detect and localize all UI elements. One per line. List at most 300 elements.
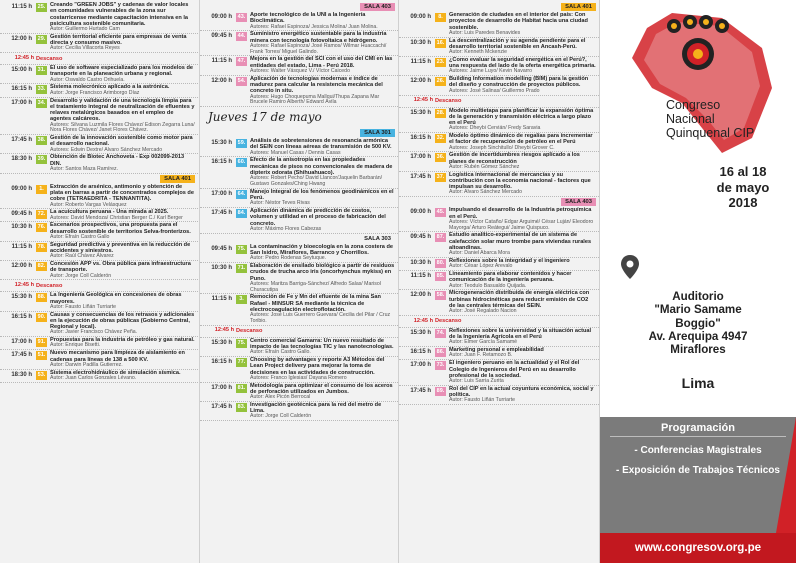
- entry-body: [250, 56, 395, 74]
- entry-number-badge: 82.: [37, 263, 46, 269]
- entry-body: [449, 328, 596, 346]
- entry-time: 12:00 h: [410, 292, 431, 299]
- schedule-entry: [0, 2, 198, 34]
- entry-title: Concesión APP vs. Obra pública para infraestructura de transporte.: [50, 261, 191, 274]
- entry-author: Autor: Fausto Liñán Turriarte: [50, 303, 117, 310]
- room-header: [399, 197, 599, 207]
- entry-number-badge: 28.: [436, 109, 445, 116]
- entry-time: 11:15 h: [11, 4, 32, 10]
- entry-number-badge: 90.: [37, 313, 46, 320]
- entry-body: [449, 108, 596, 133]
- entry-time: 17:45 h: [11, 352, 32, 359]
- entry-number-badge: 32.: [436, 135, 445, 142]
- dates-line: de mayo: [716, 179, 770, 195]
- entry-author: Autor: Oswaldo Castro Orihuela.: [50, 76, 125, 83]
- entry-time: 16:15 h: [11, 86, 32, 93]
- entry-title: Metodología para optimizar el consumo de los aceros de perforación utilizados en Jumbos.: [250, 382, 393, 395]
- entry-time: 09:00 h: [211, 14, 232, 20]
- entry-body: [449, 360, 596, 385]
- schedule-entry: [399, 108, 599, 134]
- entry-author: Autor: Cecilia Villacorta Reyes: [50, 45, 120, 52]
- entry-number-badge: 86.: [436, 349, 445, 356]
- entry-body: [449, 258, 596, 270]
- entry-number-badge: 29.: [37, 35, 46, 42]
- entry-time: 17:45 h: [211, 210, 232, 217]
- schedule-entry: [200, 12, 398, 31]
- entry-number-badge: 75.: [237, 245, 246, 252]
- break-time: 12:45 h: [14, 282, 34, 289]
- entry-body: [250, 76, 395, 106]
- schedule-entry: [399, 38, 599, 57]
- entry-time: 11:15 h: [11, 243, 32, 250]
- entry-body: [250, 157, 395, 187]
- entry-number-badge: 80.: [436, 259, 445, 266]
- schedule-entry: [0, 312, 198, 338]
- programacion-item: - Conferencias Magistrales: [634, 445, 762, 456]
- entry-number-badge: 77.: [237, 359, 246, 366]
- schedule-list-2-top: [200, 0, 398, 107]
- entry-number-badge: 87.: [436, 234, 445, 241]
- entry-title: Centro comercial Gamarra: Un nuevo resultado de impacto de las tecnologías TIC y las nanotecnologías.: [250, 337, 394, 350]
- entry-author: Autor: Juan F. Retamozo B.: [449, 352, 513, 359]
- entry-body: [50, 337, 195, 349]
- entry-number-badge: 76.: [37, 224, 46, 231]
- entry-author: Autores: Rafael Espinoza/ Jessica Molina/ Juan Molina.: [250, 23, 378, 30]
- entry-title: Reflexiones sobre la integridad y el ingeniero: [449, 257, 570, 264]
- entry-title: Escenarios prospectivos, una propuesta para el desarrollo sostenible de territorios Selva-fronterizos.: [50, 222, 191, 235]
- break-label: Descanso: [435, 98, 462, 104]
- entry-author: Autor: Efraín Castro Gallo: [50, 233, 110, 240]
- entry-time: 17:45 h: [11, 137, 32, 144]
- entry-body: [50, 312, 195, 337]
- schedule-entry: [399, 152, 599, 171]
- schedule-entry: [200, 383, 398, 402]
- entry-title: Generación de ciudades en el interior del país: Con proyectos de desarrollo de Habitat hacia una ciudad sostenible.: [449, 12, 588, 31]
- entry-title: Creando "GREEN JOBS" y cadenas de valor locales en comunidades vulnerables de la zona sur costarricense mediante capacitación intensiva en la psicicultura sostenible comunitaria.: [50, 2, 189, 27]
- break-label: Descanso: [36, 55, 63, 62]
- entry-number-badge: 59.: [237, 140, 246, 147]
- congress-logo: [600, 8, 796, 158]
- entry-time: 09:45 h: [11, 211, 32, 218]
- schedule-entry: [0, 350, 198, 369]
- entry-time: 10:30 h: [211, 265, 232, 271]
- schedule-entry: [200, 357, 398, 383]
- schedule-entry: [0, 65, 198, 84]
- room-label: SALA 403: [561, 198, 596, 206]
- entry-number-badge: 83.: [237, 403, 246, 410]
- entry-body: [250, 338, 395, 356]
- entry-author: Autor: Kenneth Mckenzie: [449, 49, 507, 56]
- entry-title: Choosing by advantages y reporte A3 Métodos del Lean Project delivery para mejorar la toma de decisiones en las actividades de construcción.: [250, 357, 385, 376]
- city-name: Lima: [681, 375, 715, 391]
- entry-time: 16:15 h: [211, 159, 232, 166]
- entry-body: [449, 386, 596, 404]
- entry-body: [449, 152, 596, 170]
- entry-author: Autores: Dheybi Cervián/ Fredy Saravia: [449, 125, 541, 132]
- entry-body: [50, 292, 195, 310]
- entry-author: Autor: Enrique Bisetti.: [50, 342, 101, 349]
- schedule-entry: [200, 338, 398, 357]
- break-row: [0, 53, 198, 65]
- entry-number-badge: 71.: [237, 265, 246, 271]
- entry-title: Propuestas para la industria de petróleo y gas natural.: [50, 337, 195, 344]
- entry-time: 10:30 h: [410, 259, 431, 266]
- entry-number-badge: 60.: [237, 159, 246, 166]
- entry-author: Autor: Elmer García Samamé: [449, 339, 518, 346]
- entry-number-badge: 36.: [436, 154, 445, 161]
- entry-author: Autor: Máximo Flores Cabezas: [250, 225, 322, 232]
- entry-time: 17:00 h: [11, 99, 32, 106]
- entry-author: Autores: Silvana Luzmila Flores Chávez/ Edison Zegarra Luna/ Nora Flores Chávez/ Janet Flores Chávez.: [50, 121, 195, 134]
- entry-title: Reflexiones sobre la universidad y la situación actual de la Ingeniería Agrícola en el Perú: [449, 327, 592, 341]
- entry-number-badge: 58.: [436, 292, 445, 299]
- entry-number-badge: 74.: [436, 329, 445, 336]
- entry-author: Autor: Luis Sarria Zurita: [449, 378, 504, 384]
- entry-body: [50, 65, 195, 83]
- entry-author: Autor: Roberto Vargas Velásquez: [50, 201, 127, 208]
- entry-author: Autor: César López Arevalo: [449, 263, 513, 270]
- entry-body: [50, 350, 195, 368]
- entry-time: 09:45 h: [410, 234, 431, 241]
- event-dates: [695, 164, 791, 211]
- column-1: [0, 0, 198, 563]
- entry-title: Modelo multietapa para planificar la expansión óptima de la generación y transmisión eléctrica a largo plazo en el Perú: [449, 107, 594, 126]
- schedule-entry: [200, 402, 398, 421]
- entry-author: Autor: Jorge Coll Calderón: [50, 272, 112, 279]
- entry-time: 17:00 h: [211, 384, 232, 391]
- entry-time: 16:15 h: [211, 359, 232, 366]
- entry-body: [50, 98, 195, 135]
- entry-author: Autor: Pedro Rodenas Seytuque.: [250, 255, 327, 262]
- programacion-box: [600, 417, 796, 533]
- schedule-entry: [0, 222, 198, 241]
- break-time: 12:45 h: [413, 317, 433, 324]
- entry-title: Gestión de la innovación sostenible como motor para el desarrollo nacional.: [50, 135, 193, 148]
- entry-title: Lineamiento para elaborar contenidos y hacer comunicación de la ingeniería peruana.: [449, 271, 572, 284]
- dates-line: 16 al 18: [719, 164, 767, 179]
- schedule-entry: [0, 184, 198, 210]
- entry-body: [250, 294, 395, 324]
- entry-author: Autor: Raúl Chávez Álvarez: [50, 253, 114, 260]
- schedule-entry: [399, 207, 599, 232]
- venue-address: [628, 290, 768, 357]
- entry-number-badge: 75.: [237, 339, 246, 346]
- schedule-entry: [200, 56, 398, 75]
- break-row: [200, 326, 398, 338]
- entry-author: Autores: José Luis Guerrero Guevara/ Cecilia del Pilar / Cruz Toribio.: [250, 312, 391, 324]
- entry-number-badge: 91.: [37, 339, 46, 346]
- entry-number-badge: 73.: [436, 362, 445, 369]
- entry-number-badge: 78.: [37, 243, 46, 250]
- entry-body: [449, 76, 596, 94]
- entry-title: El uso de software especializado para los modelos de transporte en la planeación urbana y regional.: [50, 65, 193, 78]
- entry-title: Suministro energético sustentable para la industria minera con tecnología fotovoltaica e hidrógeno.: [250, 31, 387, 44]
- entry-title: Rol del CIP en la actual coyuntura económica, social y política.: [449, 385, 594, 399]
- entry-body: [449, 290, 596, 315]
- schedule-entry: [200, 76, 398, 107]
- entry-title: Aplicación de tecnologías modernas e índice de madurez para calcular la resistencia mecánica del concreto in situ.: [250, 75, 383, 95]
- entry-body: [50, 2, 195, 33]
- schedule-entry: [399, 12, 599, 38]
- entry-title: Efecto de la anisotropía en las propiedades mecánicas de pisos no convencionales de madera de dipterix odorata (Shihuahuaco).: [250, 157, 393, 176]
- room-label: SALA 403: [360, 3, 395, 11]
- entry-body: [250, 12, 395, 30]
- break-time: 12:45 h: [214, 327, 234, 334]
- entry-time: 17:45 h: [211, 403, 232, 410]
- entry-time: 11:15 h: [211, 296, 232, 303]
- entry-title: Impulsando el desarrollo de la Industria petroquímica en el Perú.: [449, 207, 592, 220]
- entry-time: 18:30 h: [11, 156, 32, 163]
- entry-title: Causas y consecuencias de los retrasos y adicionales en la ejecución de obras públicas (Gobierno Central, Regional y local).: [50, 311, 195, 331]
- entry-time: 17:00 h: [211, 190, 232, 197]
- entry-title: Sistema electrohidráulico de simulación sísmica.: [50, 369, 181, 376]
- room-header: [200, 234, 398, 244]
- programacion-title: Programación: [610, 417, 786, 437]
- schedule-list-2-bottom: [200, 126, 398, 421]
- programacion-item: - Exposición de Trabajos Técnicos: [616, 464, 780, 476]
- entry-body: [250, 208, 395, 233]
- entry-title: La contaminación y bioecología en la zona costera de San Isidro, Miraflores, Barranco y Chorrillos.: [250, 243, 393, 256]
- entry-body: [250, 138, 395, 156]
- entry-time: 17:45 h: [410, 387, 431, 394]
- entry-time: 16:15 h: [11, 313, 32, 320]
- schedule-entry: [0, 34, 198, 53]
- entry-author: Autores: Jaime Luyo/ Kevin Navarro: [449, 68, 533, 75]
- entry-body: [250, 263, 395, 293]
- entry-title: Manejo Integral de los fenómenos geodinámicos en el Perú.: [250, 188, 394, 202]
- entry-number-badge: 64.: [237, 190, 246, 197]
- schedule-entry: [399, 258, 599, 271]
- entry-title: Aplicación dinámica de predicción de costos, volumen y utilidad en el proceso de fabricación del concreto.: [250, 208, 386, 227]
- entry-title: Aporte tecnológico de la UNI a la Ingeniería Bioclimática.: [250, 12, 366, 25]
- entry-body: [50, 135, 195, 153]
- schedule-entry: [200, 208, 398, 234]
- entry-title: La Ingeniería Geológica en concesiones de obras mayores.: [50, 292, 182, 305]
- entry-number-badge: 54.: [237, 77, 246, 84]
- entry-time: 12:00 h: [11, 35, 32, 42]
- entry-body: [50, 84, 195, 96]
- entry-time: 12:00 h: [410, 78, 431, 85]
- entry-body: [449, 232, 596, 257]
- entry-author: Autor: Luis Paredes Benavides: [449, 29, 521, 36]
- entry-author: Autores: Joseph Sinchitullo/ Dheybi Grover C.: [449, 144, 555, 151]
- day-heading: Jueves 17 de mayo: [208, 110, 322, 125]
- entry-time: 10:30 h: [11, 224, 32, 231]
- entry-number-badge: 25.: [37, 4, 46, 10]
- entry-author: Autor: José Regalado Nacion: [449, 308, 517, 315]
- entry-author: Autores: Maritza Barriga-Sánchez/ Alfredo Salas/ Marisol Churacutipa: [250, 280, 381, 293]
- entry-time: 12:00 h: [11, 263, 32, 269]
- schedule-entry: [0, 209, 198, 222]
- entry-title: Nuevo mecanismo para limpieza de aislamiento en cadenas para líneas de 138 a 500 KV.: [50, 350, 185, 363]
- entry-time: 11:15 h: [410, 273, 431, 279]
- entry-body: [50, 261, 195, 279]
- schedule-entry: [200, 138, 398, 157]
- schedule-entry: [399, 328, 599, 347]
- entry-body: [50, 222, 195, 240]
- entry-body: [250, 402, 395, 420]
- entry-number-badge: 88.: [37, 294, 46, 301]
- entry-body: [449, 207, 596, 231]
- entry-number-badge: 23.: [436, 58, 445, 65]
- entry-title: Estudio analítico-experimental de un sistema de calefacción solar muro trombe para viviendas rurales altoandinas.: [449, 232, 592, 251]
- venue-line: Boggio": [675, 316, 721, 330]
- room-label: SALA 401: [160, 175, 195, 183]
- entry-number-badge: 33.: [37, 86, 46, 93]
- entry-author: Autor: Rubén Gómez Sánchez: [449, 163, 520, 170]
- entry-time: 09:45 h: [211, 33, 232, 40]
- venue-line: Auditorio: [672, 290, 724, 303]
- entry-title: ¿Como evaluar la seguridad energética en el Perú?, una respuesta del lado de la oferta energética primaria.: [449, 56, 596, 70]
- schedule-list-1: [0, 0, 198, 383]
- entry-body: [250, 383, 395, 401]
- dates-line: 2018: [728, 195, 758, 211]
- schedule-list-3: [399, 0, 599, 405]
- room-header: [200, 2, 398, 12]
- entry-author: Autor: Néstor Teves Rivas: [250, 200, 310, 207]
- room-label: SALA 303: [364, 235, 391, 242]
- entry-time: 15:30 h: [211, 339, 232, 346]
- event-title-line: Quinquenal CIP: [666, 126, 755, 140]
- room-label: SALA 301: [360, 129, 395, 137]
- entry-body: [250, 357, 395, 382]
- entry-time: 09:00 h: [410, 14, 431, 20]
- entry-body: [50, 154, 195, 172]
- break-label: Descanso: [236, 328, 263, 335]
- entry-author: Autores: Rafael Espinoza/ José Ramos/ Wilmar Huaccachi/ Frank Torres/ Miguel Galindo.: [250, 42, 387, 55]
- entry-author: Autores: Hugo Choquepuma Mallqui/Thupa Zapana Mar Brucele Ramiro Alberth/ Edward Ávila: [250, 93, 380, 106]
- entry-number-badge: 31.: [37, 67, 46, 74]
- entry-author: Autores: David Mendoza/ Christian Berger C./ Karl Berger: [50, 214, 183, 221]
- break-label: Descanso: [36, 282, 63, 289]
- entry-title: El ingeniero peruano en la actualidad y el Rol del Colegio de Ingenieros del Perú en su desarrollo profesional de la sociedad.: [449, 360, 580, 379]
- event-title-line: Nacional: [666, 112, 715, 126]
- entry-author: Autores: Franco Iglesias/ Dayana Romero: [250, 374, 347, 381]
- entry-author: Autores: Walter Vásquez V./ Víctor Caicedo: [250, 67, 350, 74]
- entry-body: [50, 34, 195, 52]
- entry-number-badge: 53.: [37, 371, 46, 378]
- schedule-entry: [0, 135, 198, 154]
- entry-title: Marketing personal e empleabilidad: [449, 347, 544, 354]
- break-row: [0, 280, 198, 292]
- column-3: [399, 0, 599, 563]
- entry-body: [50, 209, 195, 221]
- entry-title: Gestión de incertidumbres riesgos aplicado a los planes de reconstrucción: [449, 152, 580, 165]
- entry-body: [449, 38, 596, 56]
- red-triangle-accent: [776, 417, 796, 533]
- entry-body: [50, 370, 195, 382]
- entry-title: La descentralización y su agenda pendiente para el desarrollo territorial sostenible en Ancash-Perú.: [449, 37, 586, 50]
- entry-time: 17:00 h: [410, 154, 431, 161]
- entry-author: Autor: Fausto Liñán Turriarte: [449, 397, 516, 404]
- entry-title: Modelo óptimo dinámico de regalías para incrementar el factor de recuperación de petróleo en el Perú: [449, 133, 593, 146]
- entry-author: Autor: Efraín Castro Gallo.: [250, 349, 311, 356]
- entry-title: Microgeneración distribuida de energía eléctrica con turbinas hidrocinéticas para reducir emisión de CO2 de las centrales térmicas del SEIN.: [449, 290, 590, 309]
- schedule-entry: [399, 386, 599, 405]
- entry-title: La acuicultura peruana - Una mirada al 2025.: [50, 209, 169, 216]
- entry-body: [449, 271, 596, 289]
- entry-author: Autores: Robert Pecho/ David Llancor/Jaquelin Barbarán/ Gustavo Gonzales/Ching Hwang: [250, 175, 383, 187]
- entry-author: Autor: Darwin Padilla Gutierrez.: [50, 361, 123, 368]
- room-header: [0, 174, 198, 184]
- entry-number-badge: 44.: [237, 33, 246, 40]
- event-title: [666, 98, 796, 140]
- entry-author: Autores: Manuel Casas / Dennis Casas: [250, 149, 341, 156]
- entry-time: 17:00 h: [410, 362, 431, 369]
- schedule-entry: [0, 292, 198, 311]
- entry-number-badge: 16.: [436, 39, 445, 46]
- schedule-entry: [399, 290, 599, 316]
- entry-number-badge: 8.: [435, 13, 446, 22]
- entry-title: Investigación geotécnica para la red del metro de Lima.: [250, 401, 382, 415]
- schedule-entry: [0, 261, 198, 280]
- event-title-line: Congreso: [666, 98, 721, 112]
- entry-body: [50, 242, 195, 260]
- room-label: SALA 401: [561, 3, 596, 11]
- entry-time: 15:30 h: [410, 329, 431, 336]
- entry-body: [449, 12, 596, 37]
- entry-number-badge: 43.: [237, 14, 246, 20]
- entry-title: Sistema molecrónico aplicado a la astrónica.: [50, 84, 170, 91]
- entry-number-badge: 1.: [36, 185, 47, 194]
- entry-time: 15:30 h: [211, 140, 232, 147]
- entry-time: 15:00 h: [11, 67, 32, 74]
- entry-title: Gestión territorial eficiente para empresas de venta directa y consumo masivo.: [50, 33, 187, 47]
- entry-author: Autor: Jorge Francisco Arimborgo Díaz: [50, 89, 140, 96]
- break-time: 12:45 h: [413, 97, 433, 104]
- entry-title: Building Information modelling (BIM) para la gestión del diseño y construcción de proyectos públicos.: [449, 76, 589, 89]
- venue-line: "Mario Samame: [654, 303, 742, 317]
- entry-time: 10:30 h: [410, 39, 431, 46]
- venue-line: Av. Arequipa 4947: [648, 329, 748, 343]
- entry-number-badge: 85.: [436, 273, 445, 279]
- entry-number-badge: 26.: [436, 78, 445, 85]
- break-label: Descanso: [435, 318, 462, 325]
- entry-title: Seguridad predictiva y preventiva en la reducción de accidentes y siniestros.: [50, 241, 191, 254]
- entry-number-badge: 39.: [37, 156, 46, 163]
- entry-author: Autor: Daniel Abarca Mora: [449, 250, 510, 257]
- room-header: [200, 128, 398, 138]
- entry-author: Autor: Jorge Coll Calderón: [250, 413, 312, 420]
- entry-author: Autores: Víctor Cataño/ Edgar Arguimé/ César Luján/ Eleodoro Mayorga/ Arturo Reátegui/ Jaime Quispuco.: [449, 218, 594, 231]
- schedule-entry: [0, 154, 198, 173]
- entry-author: Autor: Alvaro Sánchez Mercado: [449, 189, 522, 196]
- entry-time: 09:45 h: [211, 245, 232, 252]
- schedule-entry: [399, 232, 599, 258]
- entry-title: Mejora en la gestión del SCI con el uso del CMI en las entidades del estado, Lima - Perú 2018.: [250, 56, 393, 69]
- room-header: [399, 2, 599, 12]
- break-row: [399, 96, 599, 108]
- entry-author: Autores: Edwin Dextre/ Alvaro Sánchez Mercado: [50, 146, 163, 153]
- website-url[interactable]: www.congresov.org.pe: [600, 533, 796, 563]
- entry-body: [449, 57, 596, 75]
- schedule-entry: [200, 31, 398, 56]
- entry-author: Autor: Javier Francisco Chávez Peña.: [50, 329, 138, 336]
- entry-author: Autor: Teodulo Basualdo Quijada.: [449, 282, 527, 289]
- entry-body: [449, 172, 596, 197]
- schedule-entry: [0, 370, 198, 383]
- entry-number-badge: 81.: [237, 384, 246, 391]
- entry-body: [250, 31, 395, 55]
- entry-number-badge: 3.: [236, 295, 247, 304]
- entry-body: [449, 133, 596, 151]
- entry-number-badge: 84.: [237, 210, 246, 217]
- entry-time: 18:30 h: [11, 371, 32, 378]
- schedule-entry: [200, 157, 398, 188]
- entry-time: 11:15 h: [211, 58, 232, 65]
- entry-number-badge: 51.: [37, 352, 46, 359]
- break-row: [399, 316, 599, 328]
